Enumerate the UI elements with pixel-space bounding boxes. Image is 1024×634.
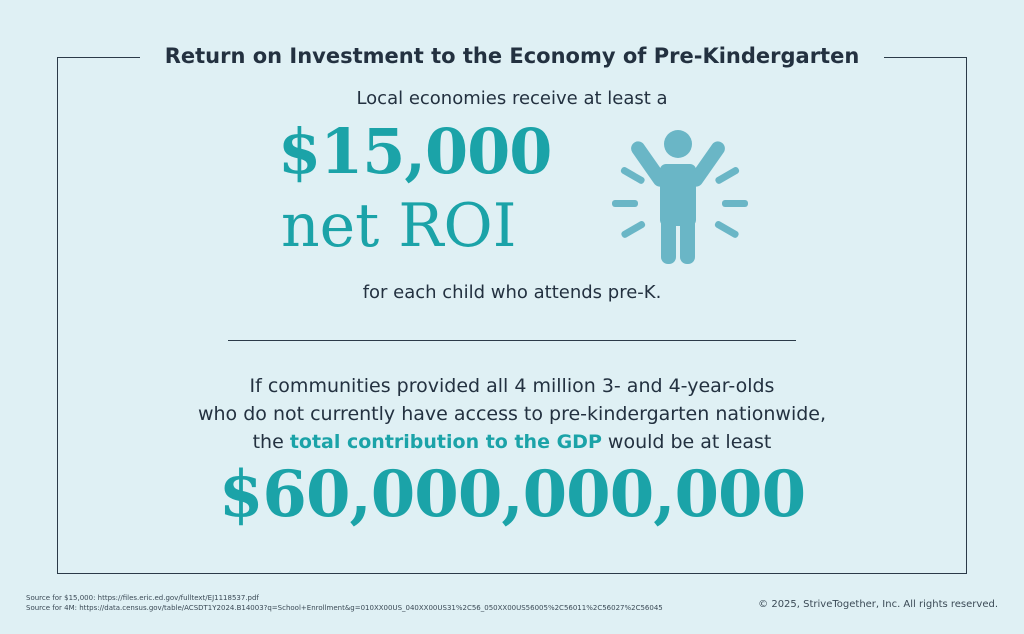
- gdp-amount: $60,000,000,000: [218, 457, 806, 532]
- source-15000: Source for $15,000: https://files.eric.ed.gov/fulltext/EJ1118537.pdf: [26, 594, 259, 602]
- source-4m: Source for 4M: https://data.census.gov/table/ACSDT1Y2024.B14003?q=School+Enrollment&g=010XX00US_040XX00US31%2C56_050XX00US56005%2C56011%2C56027%2C56045: [26, 604, 663, 612]
- divider: [228, 340, 796, 341]
- page-title: Return on Investment to the Economy of Pre-Kindergarten: [140, 42, 884, 70]
- roi-label: net ROI: [281, 191, 517, 261]
- gdp-line-2: who do not currently have access to pre-kindergarten nationwide,: [197, 403, 827, 425]
- gdp-paragraph: [0, 372, 1024, 456]
- roi-outro-text: for each child who attends pre-K.: [362, 282, 662, 303]
- person-arms-raised-icon: [612, 126, 748, 266]
- copyright: © 2025, StriveTogether, Inc. All rights reserved.: [758, 599, 998, 610]
- roi-amount: $15,000: [278, 115, 552, 188]
- sources: [26, 593, 663, 613]
- roi-intro-text: Local economies receive at least a: [356, 88, 668, 109]
- gdp-line-3: the total contribution to the GDP would be at least: [252, 431, 772, 453]
- gdp-highlight: total contribution to the GDP: [289, 431, 602, 453]
- gdp-line-1: If communities provided all 4 million 3- and 4-year-olds: [249, 375, 775, 397]
